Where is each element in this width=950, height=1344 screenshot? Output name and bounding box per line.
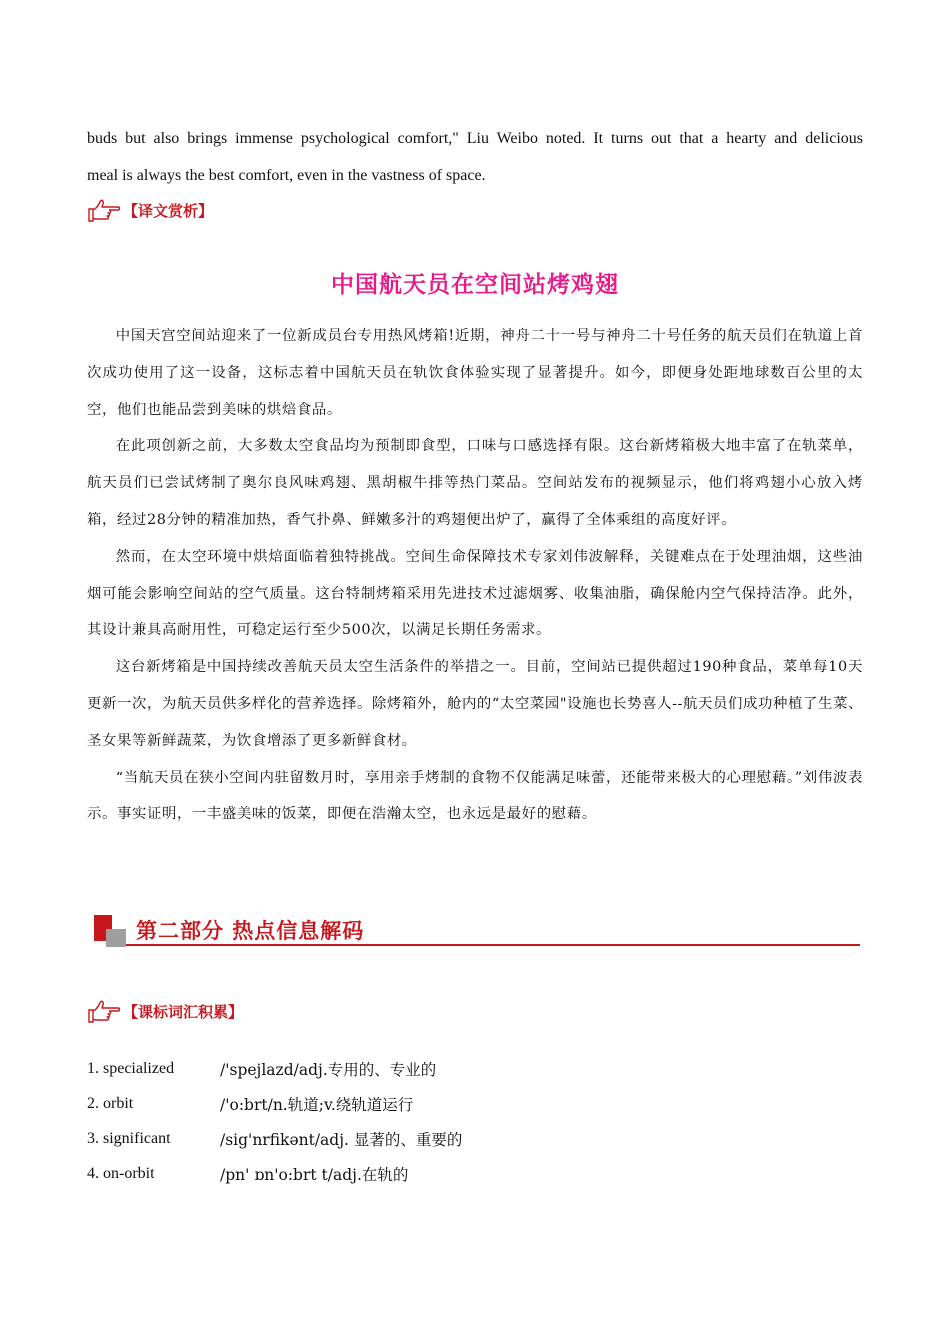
section-title: 第二部分 热点信息解码 <box>136 919 365 943</box>
vocab-item <box>87 1121 863 1156</box>
vocabulary-list <box>87 1051 863 1191</box>
vocab-word: 1. specialized <box>87 1059 175 1077</box>
chinese-paragraph: 中国天宫空间站迎来了一位新成员台专用热风烤箱!近期，神舟二十一号与神舟二十号任务的航天员们在轨道上首次成功使用了这一设备，这标志着中国航天员在轨饮食体验实现了显著提升。如今，即便身处距地球数百公里的太空，他们也能品尝到美味的烘焙食品。 <box>87 328 863 418</box>
banner-underline <box>126 944 860 946</box>
chinese-paragraph: 这台新烤箱是中国持续改善航天员太空生活条件的举措之一。目前，空间站已提供超过190种食品，菜单每10天更新一次，为航天员供多样化的营养选择。除烤箱外，舱内的“太空菜园"设施也长势喜人--航天员们成功种植了生菜、圣女果等新鲜蔬菜，为饮食增添了更多新鲜食材。 <box>87 659 863 749</box>
pointing-hand-icon <box>87 196 121 224</box>
chinese-paragraph: 在此项创新之前，大多数太空食品均为预制即食型，口味与口感选择有限。这台新烤箱极大地丰富了在轨菜单，航天员们已尝试烤制了奥尔良风味鸡翅、黑胡椒牛排等热门菜品。空间站发布的视频显示，他们将鸡翅小心放入烤箱，经过28分钟的精准加热，香气扑鼻、鲜嫩多汁的鸡翅便出炉了，赢得了全体乘组的高度好评。 <box>87 438 863 528</box>
vocab-item <box>87 1086 863 1121</box>
pointing-hand-icon <box>87 997 121 1025</box>
vocab-item <box>87 1051 863 1086</box>
vocab-word: 4. on-orbit <box>87 1164 155 1182</box>
article-title: 中国航天员在空间站烤鸡翅 <box>331 271 619 298</box>
translation-label-row <box>87 196 213 224</box>
chinese-paragraph: “当航天员在狭小空间内驻留数月时，享用亲手烤制的食物不仅能满足味蕾，还能带来极大的心理慰藉。”刘伟波表示。事实证明，一丰盛美味的饭菜，即便在浩瀚太空，也永远是最好的慰藉。 <box>87 769 863 823</box>
chinese-paragraph: 然而，在太空环境中烘焙面临着独特挑战。空间生命保障技术专家刘伟波解释，关键难点在于处理油烟，这些油烟可能会影响空间站的空气质量。这台特制烤箱采用先进技术过滤烟雾、收集油脂，确保舱内空气保持洁净。此外，其设计兼具高耐用性，可稳定运行至少500次，以满足长期任务需求。 <box>87 548 863 639</box>
banner-gray-square <box>106 929 126 947</box>
vocab-definition: /sig'nrfikənt/adj. 显著的、重要的 <box>220 1130 463 1149</box>
vocab-label-row <box>87 997 243 1025</box>
vocab-item <box>87 1156 863 1191</box>
translation-label: 【译文赏析】 <box>123 201 214 220</box>
vocab-definition: /'spejlazd/adj.专用的、专业的 <box>220 1060 437 1079</box>
vocab-word: 2. orbit <box>87 1094 134 1112</box>
chinese-translation <box>87 318 863 833</box>
english-paragraph <box>87 120 863 194</box>
section-banner <box>94 913 860 949</box>
vocab-definition: /'o:brt/n.轨道;v.绕轨道运行 <box>220 1095 414 1114</box>
vocab-label: 【课标词汇积累】 <box>123 1002 244 1021</box>
english-line: meal is always the best comfort, even in the vastness of space. <box>87 167 486 184</box>
vocab-definition: /pn' ɒn'o:brt t/adj.在轨的 <box>220 1165 409 1184</box>
vocab-word: 3. significant <box>87 1129 171 1147</box>
english-line: buds but also brings immense psychological comfort," Liu Weibo noted. It turns out that a hearty and delicious <box>87 130 863 147</box>
